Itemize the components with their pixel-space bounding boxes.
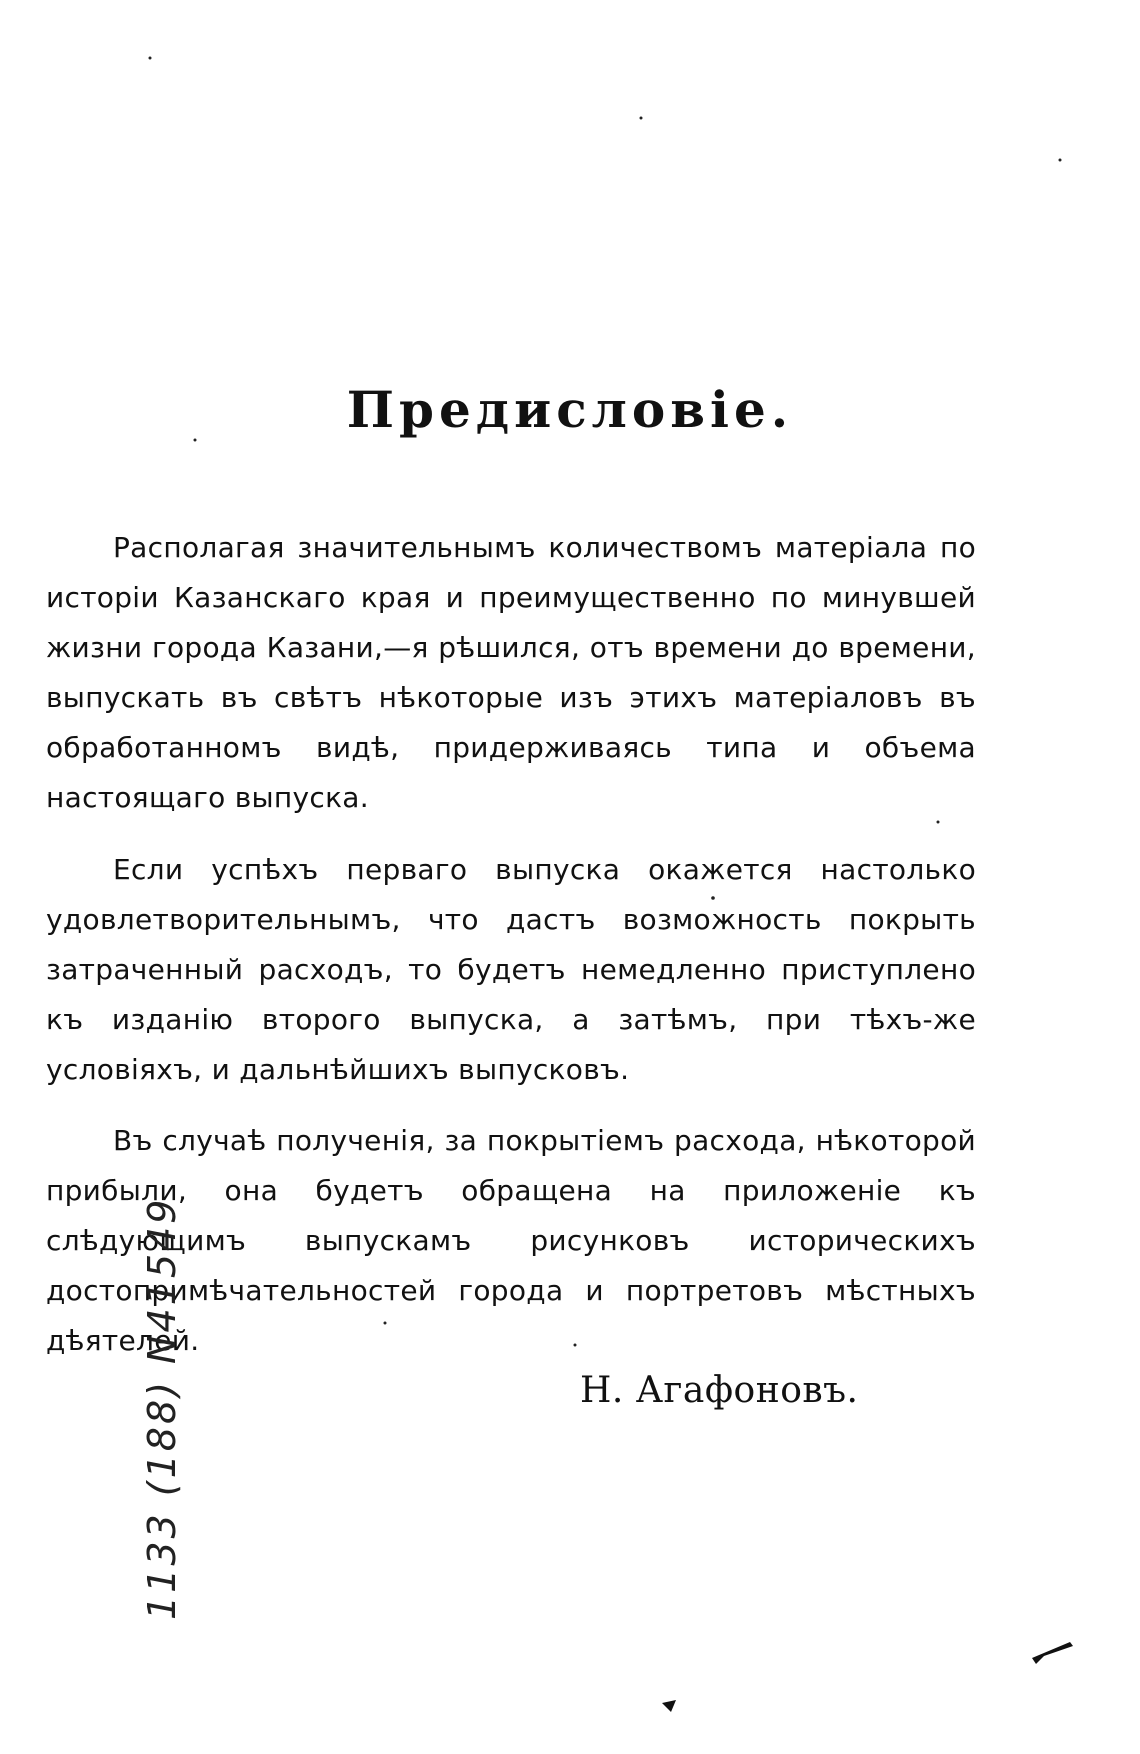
page-title: Предисловіе. (346, 380, 794, 439)
speck-dot (1059, 159, 1062, 162)
preface-paragraph-2: Если успѣхъ перваго выпуска окажется настолько удовлетворительнымъ, что дастъ возможность покрыть затраченный расходъ, то будетъ немедленно приступлено къ изданію второго выпуска, а затѣмъ, при тѣхъ-же условіяхъ, и дальнѣйшихъ выпусковъ. (46, 853, 976, 1086)
preface-paragraph-3: Въ случаѣ полученія, за покрытіемъ расхода, нѣкоторой прибыли, она будетъ обращена на приложеніе къ слѣдующимъ выпускамъ рисунковъ историческихъ достопримѣчательностей города и портретовъ мѣстныхъ дѣятелей. (46, 1124, 976, 1357)
shelfmark-text: 1133 (188) N41549 (140, 1196, 184, 1620)
ink-mark-bottom (662, 1700, 676, 1712)
ink-mark-right (1032, 1642, 1073, 1664)
speck-dot (149, 57, 152, 60)
speck-dot (640, 117, 643, 120)
author-signature: Н. Агафоновъ. (580, 1370, 859, 1411)
preface-paragraph-1: Располагая значительнымъ количествомъ матеріала по исторіи Казанскаго края и преимущественно по минувшей жизни города Казани,—я рѣшился, отъ времени до времени, выпускать въ свѣтъ нѣкоторые изъ этихъ матеріаловъ въ обработанномъ видѣ, придерживаясь типа и объема настоящаго выпуска. (46, 531, 976, 814)
